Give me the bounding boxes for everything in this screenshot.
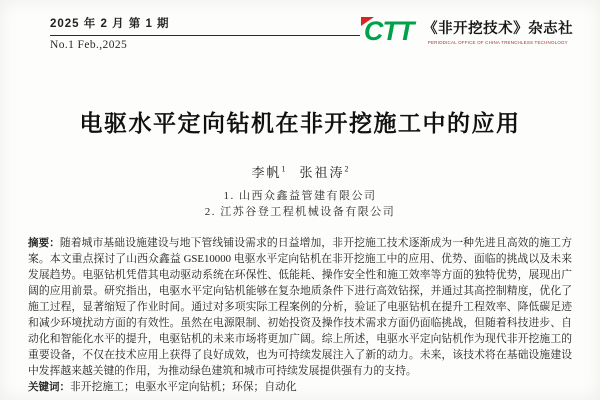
logo-accent-icon	[361, 17, 374, 26]
issue-date-cn: 2025 年 2 月 第 1 期	[50, 15, 360, 36]
journal-name-block	[420, 17, 576, 46]
article-title: 电驱水平定向钻机在非开挖施工中的应用	[79, 111, 521, 136]
journal-name: 《非开挖技术》杂志社	[423, 21, 574, 37]
author-2-affmark: 2	[344, 164, 349, 174]
ctt-logo	[360, 18, 413, 45]
affiliations	[0, 188, 600, 220]
issue-info	[50, 15, 360, 51]
keywords-text: 非开挖施工；电驱水平定向钻机；环保；自动化	[70, 381, 297, 393]
author-2	[300, 165, 349, 180]
keywords-paragraph	[0, 379, 600, 395]
affiliation-1: 1. 山西众鑫益管建有限公司	[223, 190, 377, 202]
keywords-label: 关键词：	[28, 381, 70, 393]
abstract-paragraph	[0, 235, 600, 379]
author-1-affmark: 1	[281, 164, 286, 174]
affiliation-2: 2. 江苏谷登工程机械设备有限公司	[204, 206, 396, 218]
abstract-text: 随着城市基础设施建设与地下管线铺设需求的日益增加，非开挖施工技术逐渐成为一种先进且高效的施工方案。本文重点探讨了山西众鑫益 GSE10000 电驱水平定向钻机在非开挖施工中的应用、优势、面临的挑战以及未来发展趋势。电驱钻机凭借其电动驱动系统在环保性、低能耗、操作安全性和施工效率等方面的独特优势，展现出广阔的应用前景。研究指出，电驱水平定向钻机能够在复杂地质条件下进行高效钻探，并通过其高控制精度，优化了施工过程，显著缩短了作业时间。通过对多项实际工程案例的分析，验证了电驱钻机在提升工程效率、降低碳足迹和减少环境扰动方面的有效性。虽然在电源限制、初始投资及操作技术需求方面仍面临挑战，但随着科技进步、自动化和智能化水平的提升，电驱钻机的未来市场将更加广阔。综上所述，电驱水平定向钻机作为现代非开挖施工的重要设备，不仅在技术应用上获得了良好成效，也为可持续发展注入了新的动力。未来，该技术将在基础设施建设中发挥越来越关键的作用，为推动绿色建筑和城市可持续发展提供强有力的支持。	[28, 237, 572, 377]
author-2-name: 张祖涛	[299, 165, 345, 180]
masthead	[0, 0, 600, 51]
abstract-label: 摘要：	[28, 237, 60, 249]
journal-brand	[360, 17, 576, 46]
author-1	[251, 165, 285, 180]
journal-name-en: PERIODICAL OFFICE OF CHINA TRENCHLESS TECHNOLOGY	[428, 40, 569, 46]
authors-line	[0, 162, 600, 181]
author-1-name: 李帆	[251, 165, 282, 180]
issue-date-en: No.1 Feb.,2025	[50, 39, 128, 51]
logo-text: CTT	[363, 16, 414, 46]
